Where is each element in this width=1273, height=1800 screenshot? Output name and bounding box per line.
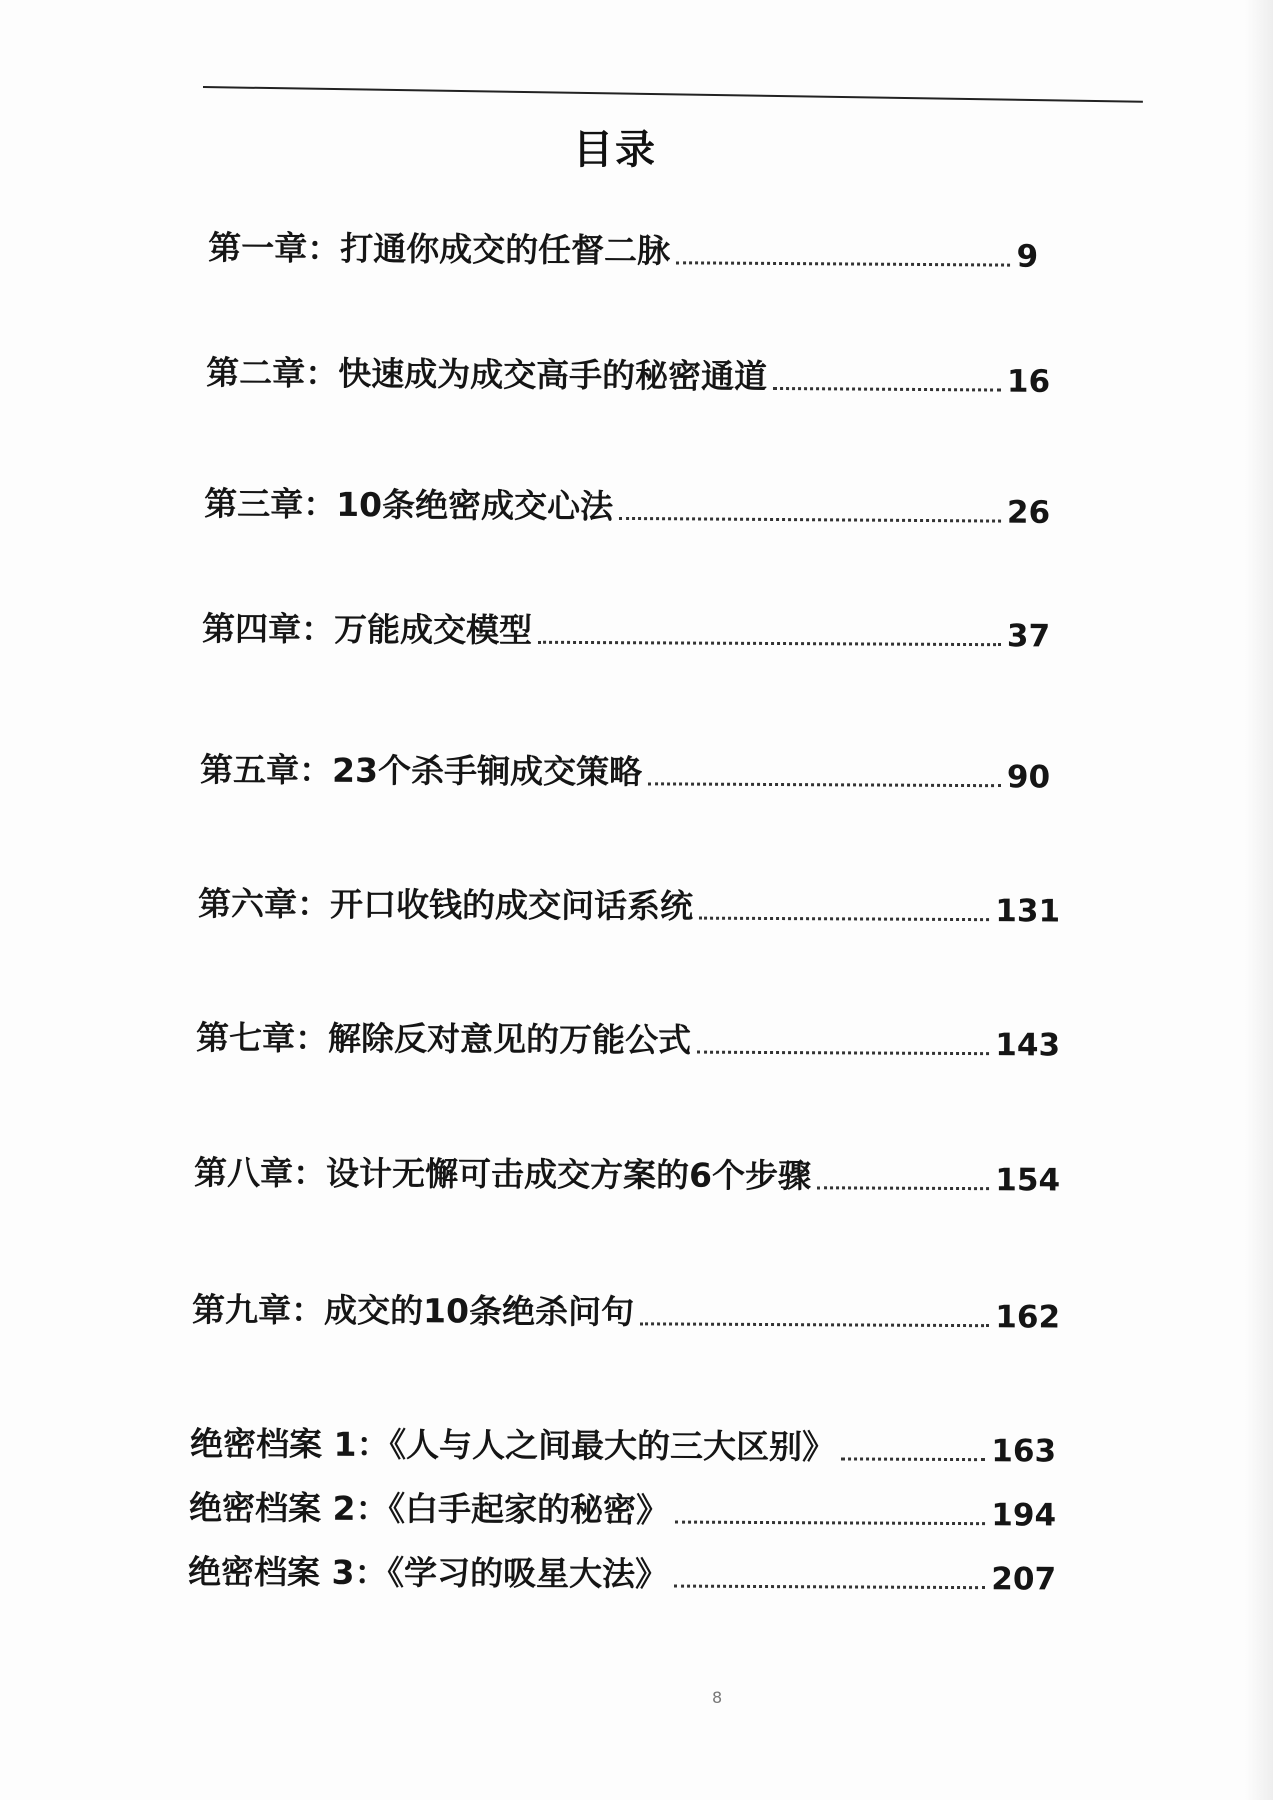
toc-entry-chapter-6 [198,878,1060,930]
dot-leader [676,261,1010,266]
toc-entry-page: 207 [991,1561,1057,1598]
toc-entry-page: 154 [995,1162,1061,1199]
dot-leader [841,1457,985,1461]
toc-entry-label: 第二章：快速成为成交高手的秘密通道 [206,353,768,396]
dot-leader [773,387,1001,392]
dot-leader [538,641,1001,646]
toc-entry-label: 绝密档案 1：《人与人之间最大的三大区别》 [190,1424,836,1467]
toc-entry-appendix-1 [190,1418,1056,1470]
dot-leader [675,1521,985,1526]
scan-edge-shadow [1245,0,1273,1800]
toc-entry-page: 26 [1006,494,1051,531]
toc-entry-label: 绝密档案 3：《学习的吸星大法》 [188,1552,669,1594]
toc-entry-page: 16 [1006,363,1051,400]
toc-entry-label: 绝密档案 2：《白手起家的秘密》 [189,1488,670,1530]
toc-entry-appendix-3 [188,1546,1056,1598]
toc-entry-chapter-3 [204,478,1050,531]
dot-leader [619,517,1001,523]
toc-entry-label: 第四章：万能成交模型 [202,609,533,650]
toc-entry-page: 143 [995,1027,1061,1064]
dot-leader [648,782,1001,787]
top-rule [203,86,1143,103]
toc-entry-page: 9 [1016,238,1039,275]
toc-entry-label: 第三章：10条绝密成交心法 [204,484,614,526]
toc-entry-chapter-2 [206,347,1050,400]
toc-entry-chapter-4 [202,603,1050,654]
footer-page-number: 8 [712,1688,723,1707]
dot-leader [817,1186,989,1190]
dot-leader [697,1051,989,1056]
toc-entry-chapter-5 [200,744,1050,795]
toc-entry-page: 162 [995,1299,1061,1336]
toc-entry-appendix-2 [189,1482,1056,1534]
toc-entry-chapter-7 [196,1012,1060,1064]
toc-entry-label: 第九章：成交的10条绝杀问句 [192,1290,635,1332]
toc-entry-label: 第七章：解除反对意见的万能公式 [196,1018,692,1060]
toc-entry-chapter-8 [194,1147,1060,1199]
toc-entry-chapter-9 [192,1284,1060,1336]
toc-entry-label: 第一章：打通你成交的任督二脉 [208,228,671,271]
toc-entry-label: 第五章：23个杀手锏成交策略 [200,750,643,792]
dot-leader [699,917,989,922]
page-title: 目录 [573,127,657,173]
dot-leader [674,1585,985,1590]
toc-entry-label: 第八章：设计无懈可击成交方案的6个步骤 [194,1153,812,1196]
toc-entry-chapter-1 [208,222,1038,275]
toc-entry-page: 163 [991,1433,1057,1470]
toc-entry-page: 194 [991,1497,1057,1534]
toc-entry-page: 37 [1006,618,1051,655]
toc-entry-label: 第六章：开口收钱的成交问话系统 [198,884,694,926]
dot-leader [640,1322,989,1327]
toc-entry-page: 90 [1006,759,1051,796]
toc-entry-page: 131 [995,893,1061,930]
